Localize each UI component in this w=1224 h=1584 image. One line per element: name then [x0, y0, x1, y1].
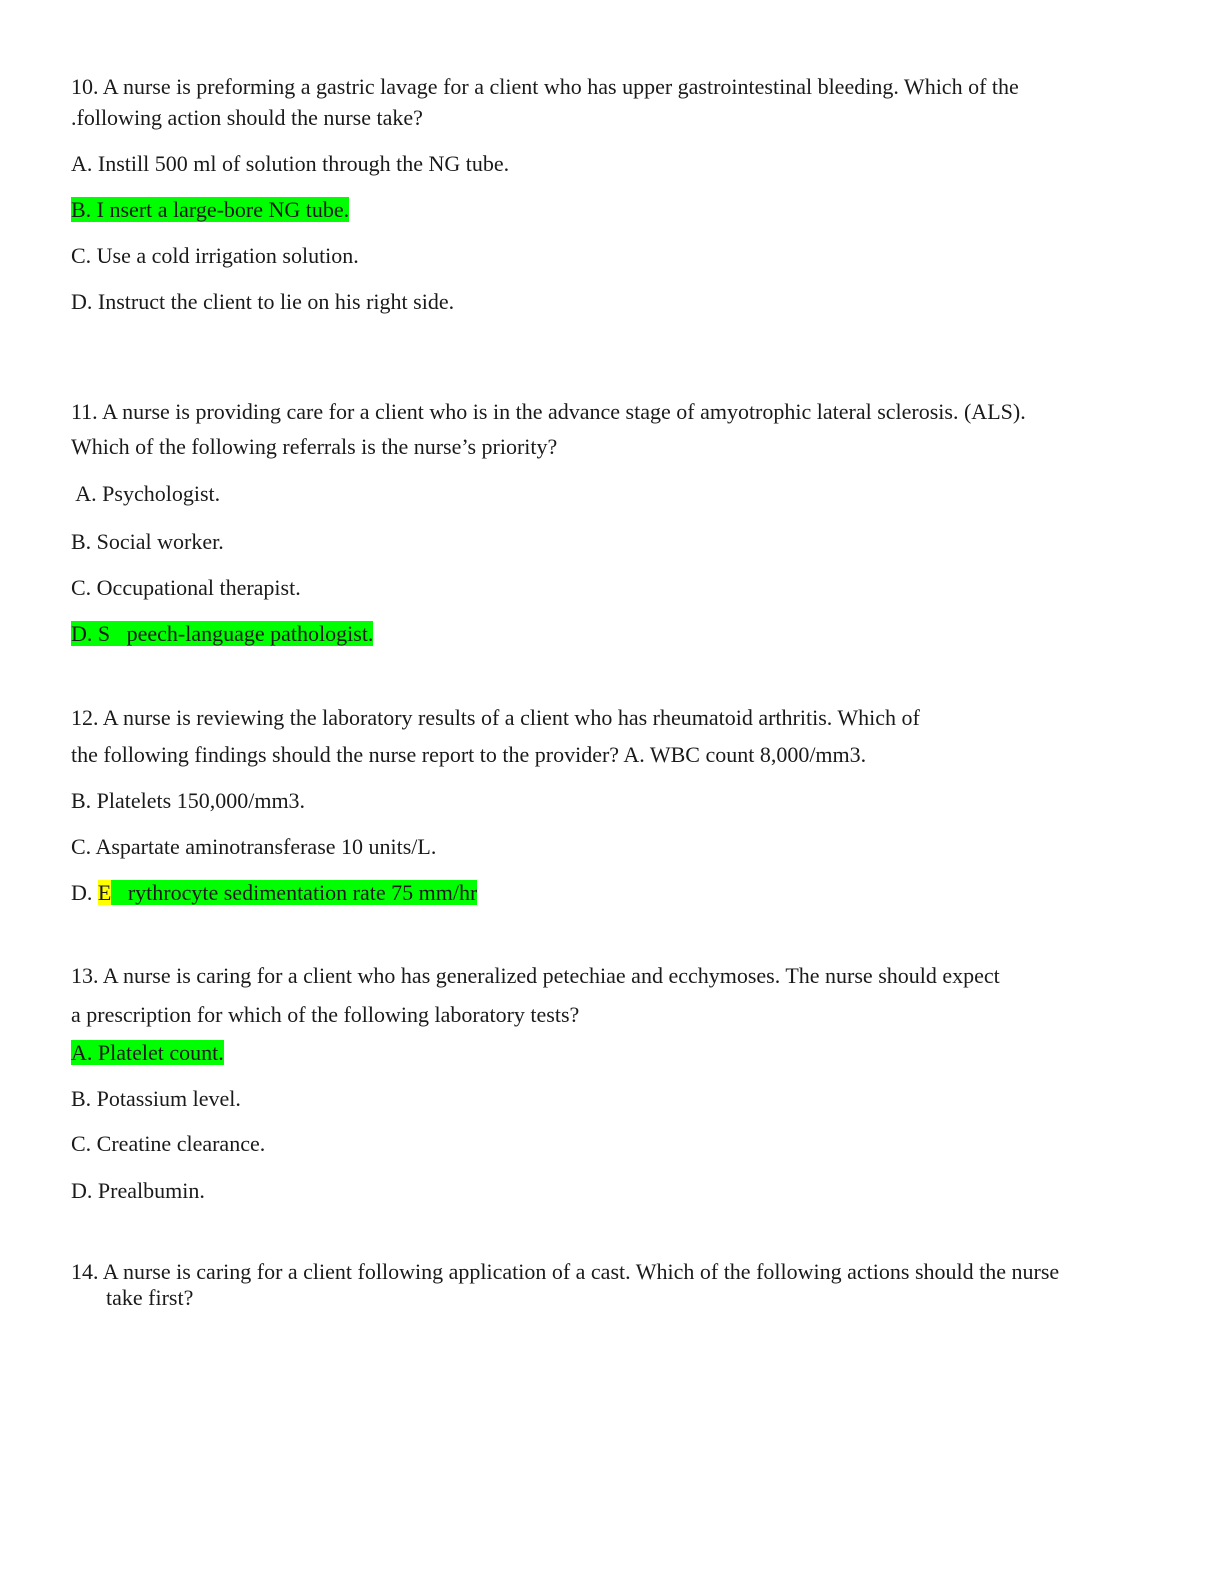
answer-highlight: A. Platelet count.: [71, 1040, 224, 1065]
question-11-option-b: B. Social worker.: [71, 529, 224, 554]
question-11-text-line-2: Which of the following referrals is the nurse’s priority?: [71, 434, 558, 459]
answer-highlight: B. I nsert a large-bore NG tube.: [71, 197, 350, 222]
question-10-option-b: [71, 197, 349, 223]
question-10-option-d: D. Instruct the client to lie on his right side.: [71, 289, 455, 314]
question-12-option-c: C. Aspartate aminotransferase 10 units/L.: [71, 834, 437, 859]
option-d-prefix: D.: [71, 880, 98, 905]
letter-highlight: E: [97, 880, 112, 905]
question-14-text-line-2: take first?: [106, 1285, 194, 1310]
question-10-text-line-1: 10. A nurse is preforming a gastric lavage for a client who has upper gastrointestinal bleeding. Which of the: [71, 74, 1019, 99]
question-11-option-c: C. Occupational therapist.: [71, 575, 301, 600]
question-11-text-line-1: 11. A nurse is providing care for a client who is in the advance stage of amyotrophic lateral sclerosis. (ALS).: [71, 399, 1026, 424]
question-12-text-line-2: the following findings should the nurse report to the provider? A. WBC count 8,000/mm3.: [71, 742, 867, 767]
question-13-option-c: C. Creatine clearance.: [71, 1131, 266, 1156]
question-12-text-line-1: 12. A nurse is reviewing the laboratory results of a client who has rheumatoid arthritis. Which of: [71, 705, 920, 730]
question-13-text-line-1: 13. A nurse is caring for a client who has generalized petechiae and ecchymoses. The nurse should expect: [71, 963, 1000, 988]
answer-highlight: D. S peech-language pathologist.: [71, 621, 374, 646]
question-13-option-b: B. Potassium level.: [71, 1086, 241, 1111]
question-13-option-d: D. Prealbumin.: [71, 1178, 205, 1203]
question-10-text-line-2: .following action should the nurse take?: [71, 105, 423, 130]
question-11-option-d: [71, 621, 373, 647]
question-11-option-a: A. Psychologist.: [71, 481, 221, 506]
question-12-option-b: B. Platelets 150,000/mm3.: [71, 788, 306, 813]
question-10-option-c: C. Use a cold irrigation solution.: [71, 243, 359, 268]
question-10-option-a: A. Instill 500 ml of solution through the NG tube.: [71, 151, 510, 176]
question-12-option-d: [71, 880, 477, 906]
question-13-text-line-2: a prescription for which of the following laboratory tests?: [71, 1002, 580, 1027]
question-14-text-line-1: 14. A nurse is caring for a client following application of a cast. Which of the following actions should the nurse: [71, 1259, 1060, 1284]
question-13-option-a: [71, 1040, 224, 1066]
answer-highlight: rythrocyte sedimentation rate 75 mm/hr: [111, 880, 478, 905]
